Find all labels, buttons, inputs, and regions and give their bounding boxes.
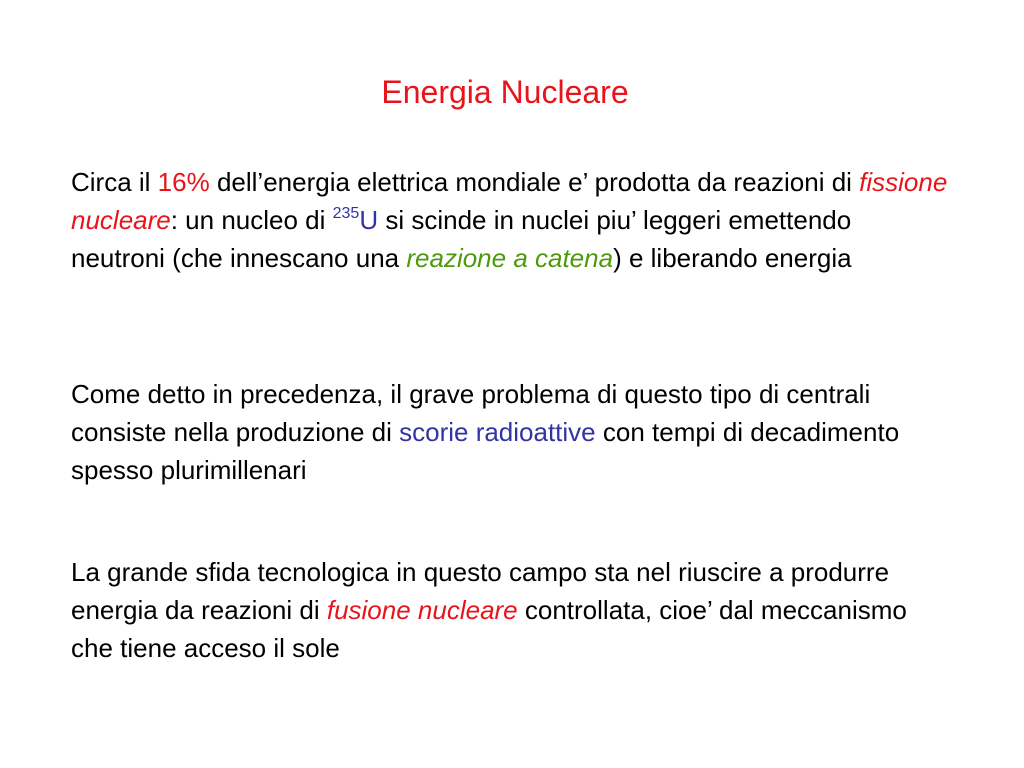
slide-title: Energia Nucleare [381, 74, 629, 110]
paragraph-fission [71, 163, 951, 277]
text-segment: controllata, cioe’ dal meccanismo che tiene acceso il sole [71, 595, 907, 663]
text-segment: con tempi di decadimento spesso plurimillenari [71, 417, 900, 485]
text-segment: ) e liberando energia [613, 243, 852, 273]
text-segment: dell’energia elettrica mondiale e’ prodotta da reazioni di [209, 167, 860, 197]
paragraph-waste [71, 375, 951, 489]
paragraph-fusion [71, 553, 951, 667]
isotope-symbol: U [359, 205, 379, 235]
text-segment: si scinde in nuclei piu’ leggeri emettendo neutroni (che innescano una [71, 205, 852, 273]
radioactive-waste-term: scorie radioattive [399, 417, 596, 447]
fusion-term: fusione nucleare [326, 595, 518, 625]
percent-highlight: 16% [157, 167, 210, 197]
isotope-mass-number: 235 [332, 205, 360, 222]
chain-reaction-term: reazione a catena [406, 243, 614, 273]
text-segment: Come detto in precedenza, il grave problema di questo tipo di centrali consiste nella produzione di [71, 379, 871, 447]
text-segment: La grande sfida tecnologica in questo campo sta nel riuscire a produrre energia da reazioni di [71, 557, 890, 625]
text-segment: : un nucleo di [170, 205, 333, 235]
text-segment: Circa il [71, 167, 158, 197]
fission-term: fissione nucleare [71, 167, 948, 235]
